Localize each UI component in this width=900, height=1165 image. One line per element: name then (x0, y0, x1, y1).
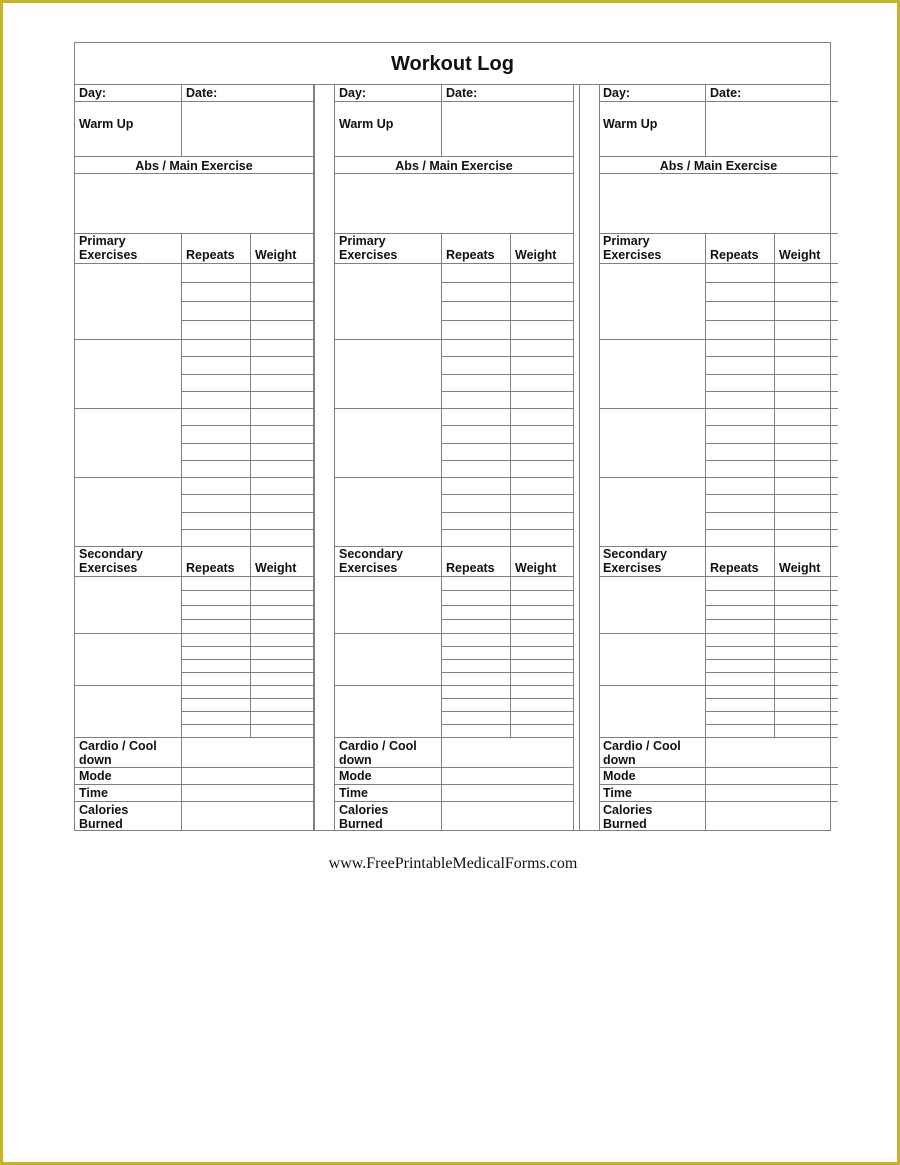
weight-field[interactable] (775, 495, 838, 512)
warm-up-field[interactable] (182, 102, 314, 157)
exercise-name-field[interactable] (599, 340, 706, 409)
repeats-field[interactable] (182, 699, 251, 712)
weight-field[interactable] (775, 577, 838, 591)
weight-field[interactable] (251, 409, 314, 426)
repeats-field[interactable] (182, 283, 251, 302)
weight-field[interactable] (251, 302, 314, 321)
exercise-name-field[interactable] (335, 577, 442, 634)
mode-field[interactable] (706, 768, 838, 785)
repeats-field[interactable] (706, 620, 775, 634)
column-separator (579, 85, 600, 831)
repeats-field[interactable] (442, 478, 511, 495)
weight-field[interactable] (251, 620, 314, 634)
repeats-field[interactable] (442, 444, 511, 461)
repeats-field[interactable] (442, 461, 511, 478)
weight-field[interactable] (251, 712, 314, 725)
weight-field[interactable] (511, 686, 574, 699)
exercise-name-field[interactable] (75, 478, 182, 547)
repeats-field[interactable] (182, 444, 251, 461)
weight-field[interactable] (775, 409, 838, 426)
repeats-field[interactable] (706, 264, 775, 283)
weight-field[interactable] (775, 634, 838, 647)
exercise-name-field[interactable] (335, 686, 442, 738)
calories-burned-field[interactable] (442, 802, 574, 831)
repeats-field[interactable] (442, 495, 511, 512)
exercise-name-field[interactable] (599, 478, 706, 547)
weight-field[interactable] (511, 530, 574, 547)
repeats-field[interactable] (182, 673, 251, 686)
repeats-field[interactable] (706, 660, 775, 673)
repeats-field[interactable] (442, 392, 511, 409)
weight-field[interactable] (511, 375, 574, 392)
weight-field[interactable] (775, 660, 838, 673)
weight-field[interactable] (775, 478, 838, 495)
primary-exercises-label: Primary Exercises (599, 234, 706, 264)
weight-field[interactable] (511, 283, 574, 302)
weight-field[interactable] (775, 530, 838, 547)
exercise-name-field[interactable] (599, 409, 706, 478)
exercise-name-field[interactable] (75, 577, 182, 634)
abs-main-exercise-header: Abs / Main Exercise (335, 157, 574, 174)
weight-field[interactable] (511, 660, 574, 673)
weight-field[interactable] (511, 495, 574, 512)
exercise-name-field[interactable] (75, 409, 182, 478)
repeats-field[interactable] (182, 357, 251, 374)
time-label: Time (599, 785, 706, 802)
repeats-field[interactable] (182, 660, 251, 673)
repeats-field[interactable] (706, 634, 775, 647)
repeats-field[interactable] (706, 478, 775, 495)
cardio-label: Cardio / Cool down (335, 738, 442, 768)
weight-field[interactable] (775, 426, 838, 443)
weight-header: Weight (775, 234, 838, 264)
weight-field[interactable] (251, 577, 314, 591)
weight-field[interactable] (775, 444, 838, 461)
repeats-field[interactable] (182, 620, 251, 634)
weight-field[interactable] (251, 283, 314, 302)
weight-field[interactable] (775, 591, 838, 605)
repeats-field[interactable] (182, 634, 251, 647)
weight-field[interactable] (775, 673, 838, 686)
cardio-field[interactable] (182, 738, 314, 768)
weight-header: Weight (251, 234, 314, 264)
repeats-field[interactable] (442, 321, 511, 340)
repeats-field[interactable] (182, 577, 251, 591)
repeats-field[interactable] (442, 577, 511, 591)
repeats-field[interactable] (442, 426, 511, 443)
repeats-field[interactable] (706, 392, 775, 409)
repeats-field[interactable] (706, 283, 775, 302)
cardio-label: Cardio / Cool down (599, 738, 706, 768)
repeats-field[interactable] (706, 302, 775, 321)
weight-field[interactable] (511, 461, 574, 478)
exercise-name-field[interactable] (75, 634, 182, 686)
repeats-field[interactable] (442, 357, 511, 374)
day-label[interactable]: Day: (599, 85, 706, 102)
repeats-field[interactable] (706, 375, 775, 392)
weight-field[interactable] (775, 392, 838, 409)
weight-field[interactable] (251, 357, 314, 374)
repeats-field[interactable] (706, 591, 775, 605)
abs-main-exercise-field[interactable] (75, 174, 314, 234)
repeats-field[interactable] (182, 340, 251, 357)
workout-log-form (74, 42, 831, 831)
weight-field[interactable] (251, 495, 314, 512)
repeats-field[interactable] (182, 392, 251, 409)
weight-field[interactable] (775, 283, 838, 302)
weight-field[interactable] (251, 375, 314, 392)
exercise-name-field[interactable] (599, 634, 706, 686)
weight-field[interactable] (511, 392, 574, 409)
weight-header: Weight (511, 234, 574, 264)
weight-field[interactable] (251, 606, 314, 620)
weight-field[interactable] (511, 321, 574, 340)
abs-main-exercise-field[interactable] (335, 174, 574, 234)
repeats-field[interactable] (442, 591, 511, 605)
log-column-1 (75, 85, 314, 831)
repeats-field[interactable] (442, 409, 511, 426)
weight-field[interactable] (775, 375, 838, 392)
repeats-field[interactable] (182, 461, 251, 478)
repeats-field[interactable] (706, 686, 775, 699)
weight-field[interactable] (251, 444, 314, 461)
weight-field[interactable] (775, 264, 838, 283)
day-label[interactable]: Day: (335, 85, 442, 102)
weight-field[interactable] (511, 673, 574, 686)
mode-field[interactable] (182, 768, 314, 785)
date-label[interactable]: Date: (706, 85, 838, 102)
repeats-header: Repeats (442, 234, 511, 264)
time-field[interactable] (182, 785, 314, 802)
page-title: Workout Log (75, 43, 830, 85)
repeats-field[interactable] (182, 606, 251, 620)
weight-field[interactable] (775, 340, 838, 357)
repeats-field[interactable] (442, 699, 511, 712)
time-label: Time (335, 785, 442, 802)
weight-field[interactable] (775, 357, 838, 374)
weight-field[interactable] (511, 340, 574, 357)
warm-up-label: Warm Up (599, 102, 706, 157)
exercise-name-field[interactable] (75, 686, 182, 738)
weight-field[interactable] (251, 725, 314, 738)
exercise-name-field[interactable] (599, 577, 706, 634)
weight-field[interactable] (775, 321, 838, 340)
repeats-field[interactable] (442, 302, 511, 321)
weight-field[interactable] (775, 699, 838, 712)
repeats-field[interactable] (706, 444, 775, 461)
warm-up-label: Warm Up (75, 102, 182, 157)
weight-field[interactable] (511, 699, 574, 712)
repeats-field[interactable] (182, 478, 251, 495)
weight-header: Weight (775, 547, 838, 577)
warm-up-field[interactable] (706, 102, 838, 157)
weight-field[interactable] (251, 591, 314, 605)
mode-field[interactable] (442, 768, 574, 785)
primary-exercises-label: Primary Exercises (75, 234, 182, 264)
repeats-field[interactable] (182, 302, 251, 321)
repeats-field[interactable] (442, 686, 511, 699)
day-label[interactable]: Day: (75, 85, 182, 102)
weight-field[interactable] (511, 302, 574, 321)
weight-field[interactable] (775, 620, 838, 634)
time-field[interactable] (706, 785, 838, 802)
primary-exercises-label: Primary Exercises (335, 234, 442, 264)
abs-main-exercise-header: Abs / Main Exercise (599, 157, 838, 174)
weight-field[interactable] (775, 606, 838, 620)
repeats-field[interactable] (706, 426, 775, 443)
repeats-field[interactable] (442, 673, 511, 686)
date-label[interactable]: Date: (442, 85, 574, 102)
cardio-label: Cardio / Cool down (75, 738, 182, 768)
calories-burned-field[interactable] (182, 802, 314, 831)
repeats-field[interactable] (706, 513, 775, 530)
weight-field[interactable] (251, 530, 314, 547)
calories-burned-label: Calories Burned (75, 802, 182, 831)
weight-field[interactable] (511, 478, 574, 495)
repeats-field[interactable] (706, 357, 775, 374)
weight-field[interactable] (775, 647, 838, 660)
repeats-field[interactable] (706, 340, 775, 357)
secondary-exercises-label: Secondary Exercises (599, 547, 706, 577)
repeats-field[interactable] (442, 340, 511, 357)
repeats-field[interactable] (706, 699, 775, 712)
weight-field[interactable] (511, 357, 574, 374)
mode-label: Mode (75, 768, 182, 785)
column-separator (314, 85, 335, 831)
calories-burned-label: Calories Burned (335, 802, 442, 831)
exercise-name-field[interactable] (335, 634, 442, 686)
abs-main-exercise-field[interactable] (599, 174, 838, 234)
weight-field[interactable] (511, 712, 574, 725)
weight-field[interactable] (251, 426, 314, 443)
repeats-field[interactable] (182, 712, 251, 725)
repeats-header: Repeats (706, 547, 775, 577)
repeats-field[interactable] (706, 577, 775, 591)
weight-field[interactable] (251, 340, 314, 357)
date-label[interactable]: Date: (182, 85, 314, 102)
repeats-field[interactable] (442, 725, 511, 738)
weight-field[interactable] (511, 620, 574, 634)
warm-up-field[interactable] (442, 102, 574, 157)
weight-field[interactable] (511, 634, 574, 647)
repeats-field[interactable] (706, 530, 775, 547)
exercise-name-field[interactable] (335, 340, 442, 409)
exercise-name-field[interactable] (75, 264, 182, 340)
weight-field[interactable] (251, 686, 314, 699)
repeats-field[interactable] (442, 264, 511, 283)
weight-field[interactable] (251, 392, 314, 409)
exercise-name-field[interactable] (335, 409, 442, 478)
weight-header: Weight (251, 547, 314, 577)
weight-field[interactable] (511, 444, 574, 461)
weight-field[interactable] (251, 264, 314, 283)
weight-field[interactable] (251, 478, 314, 495)
weight-field[interactable] (251, 699, 314, 712)
footer-url: www.FreePrintableMedicalForms.com (328, 855, 578, 872)
weight-field[interactable] (511, 513, 574, 530)
weight-field[interactable] (775, 725, 838, 738)
exercise-name-field[interactable] (599, 686, 706, 738)
repeats-field[interactable] (706, 725, 775, 738)
repeats-field[interactable] (706, 321, 775, 340)
repeats-field[interactable] (442, 634, 511, 647)
mode-label: Mode (599, 768, 706, 785)
secondary-exercises-label: Secondary Exercises (335, 547, 442, 577)
time-label: Time (75, 785, 182, 802)
repeats-field[interactable] (706, 461, 775, 478)
exercise-name-field[interactable] (335, 478, 442, 547)
repeats-field[interactable] (442, 647, 511, 660)
log-column-3 (599, 85, 838, 831)
weight-field[interactable] (775, 461, 838, 478)
repeats-field[interactable] (442, 530, 511, 547)
repeats-field[interactable] (182, 321, 251, 340)
repeats-field[interactable] (442, 375, 511, 392)
weight-field[interactable] (775, 513, 838, 530)
weight-field[interactable] (251, 673, 314, 686)
repeats-field[interactable] (182, 375, 251, 392)
weight-field[interactable] (511, 409, 574, 426)
repeats-header: Repeats (442, 547, 511, 577)
time-field[interactable] (442, 785, 574, 802)
repeats-field[interactable] (182, 725, 251, 738)
repeats-field[interactable] (442, 712, 511, 725)
weight-field[interactable] (251, 461, 314, 478)
weight-field[interactable] (251, 321, 314, 340)
repeats-field[interactable] (706, 409, 775, 426)
weight-field[interactable] (511, 577, 574, 591)
cardio-field[interactable] (442, 738, 574, 768)
calories-burned-label: Calories Burned (599, 802, 706, 831)
weight-field[interactable] (775, 712, 838, 725)
repeats-field[interactable] (442, 606, 511, 620)
repeats-field[interactable] (706, 647, 775, 660)
weight-field[interactable] (511, 426, 574, 443)
repeats-field[interactable] (706, 606, 775, 620)
repeats-field[interactable] (706, 673, 775, 686)
weight-field[interactable] (511, 647, 574, 660)
exercise-name-field[interactable] (599, 264, 706, 340)
repeats-field[interactable] (182, 495, 251, 512)
repeats-field[interactable] (182, 591, 251, 605)
repeats-field[interactable] (442, 283, 511, 302)
repeats-header: Repeats (182, 547, 251, 577)
weight-field[interactable] (251, 660, 314, 673)
repeats-field[interactable] (442, 660, 511, 673)
repeats-field[interactable] (706, 495, 775, 512)
weight-field[interactable] (511, 606, 574, 620)
weight-field[interactable] (511, 591, 574, 605)
weight-field[interactable] (511, 725, 574, 738)
repeats-field[interactable] (442, 620, 511, 634)
exercise-name-field[interactable] (335, 264, 442, 340)
abs-main-exercise-header: Abs / Main Exercise (75, 157, 314, 174)
weight-field[interactable] (775, 302, 838, 321)
weight-field[interactable] (511, 264, 574, 283)
weight-header: Weight (511, 547, 574, 577)
repeats-field[interactable] (182, 647, 251, 660)
repeats-field[interactable] (182, 513, 251, 530)
cardio-field[interactable] (706, 738, 838, 768)
warm-up-label: Warm Up (335, 102, 442, 157)
repeats-header: Repeats (706, 234, 775, 264)
repeats-field[interactable] (182, 530, 251, 547)
secondary-exercises-label: Secondary Exercises (75, 547, 182, 577)
exercise-name-field[interactable] (75, 340, 182, 409)
repeats-field[interactable] (182, 686, 251, 699)
weight-field[interactable] (251, 513, 314, 530)
calories-burned-field[interactable] (706, 802, 838, 831)
weight-field[interactable] (251, 634, 314, 647)
weight-field[interactable] (775, 686, 838, 699)
repeats-header: Repeats (182, 234, 251, 264)
repeats-field[interactable] (182, 426, 251, 443)
repeats-field[interactable] (442, 513, 511, 530)
repeats-field[interactable] (706, 712, 775, 725)
repeats-field[interactable] (182, 409, 251, 426)
repeats-field[interactable] (182, 264, 251, 283)
weight-field[interactable] (251, 647, 314, 660)
log-column-2 (335, 85, 574, 831)
mode-label: Mode (335, 768, 442, 785)
